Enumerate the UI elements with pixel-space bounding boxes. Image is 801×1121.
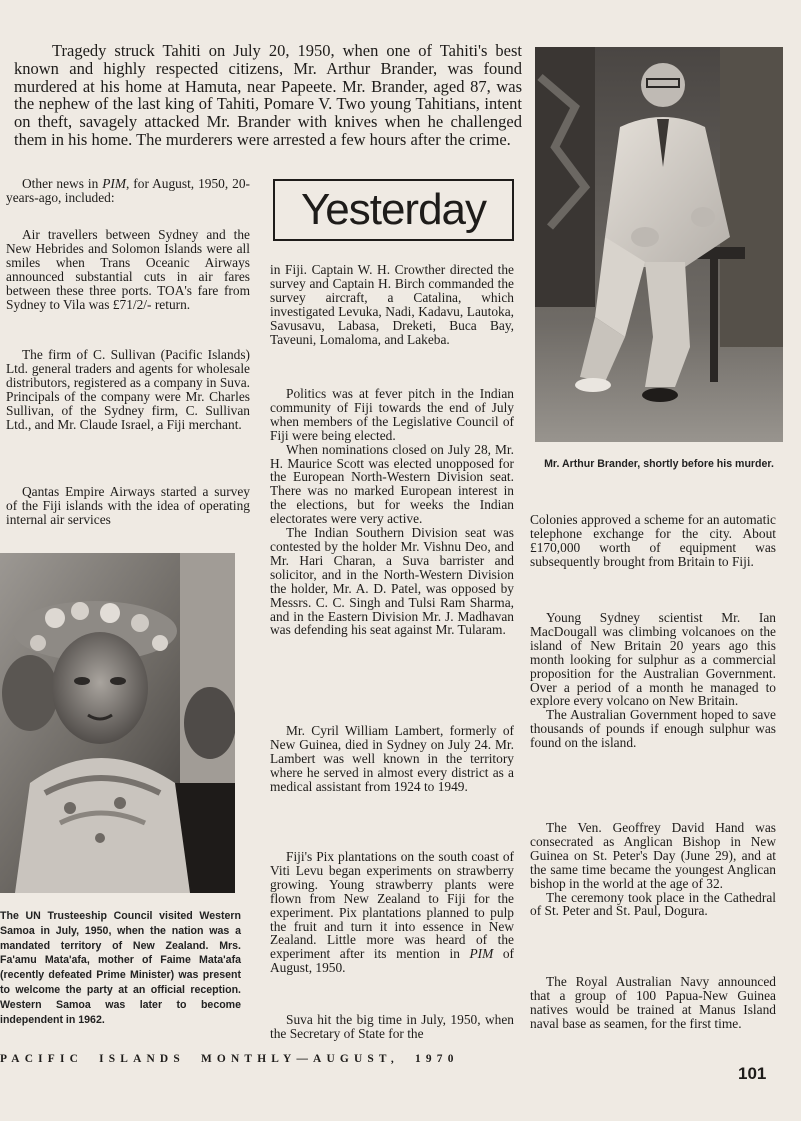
col2-lambert: Mr. Cyril William Lambert, formerly of New Guinea, died in Sydney on July 24. Mr. Lambert was well known in the territory where he served in almost every district as a medical assistant from 1924 to 1949. <box>270 723 514 794</box>
samoa-photo <box>0 553 235 893</box>
col3-colonies: Colonies approved a scheme for an automatic telephone exchange for the city. About £170,000 worth of equipment was subsequently brought from Britain to Fiji. <box>530 512 776 569</box>
col2-politics: Politics was at fever pitch in the Indian community of Fiji towards the end of July when members of the Legislative Council of Fiji were being elected. When nominations closed on July 28, Mr. H. Maurice Scott was elected unopposed for the European North-Western Division seat. There was no marked European interest in the elections, but for weeks the Indian electorates were very active. The Indian Southern Division seat was contested by the holder Mr. Vishnu Deo, and Mr. Hari Charan, a Suva barrister and solicitor, and in the North-Western Division the holder, Mr. A. D. Patel, was opposed by Messrs. C. C. Singh and Tulsi Ram Sharma, and in the Eastern Division Mr. J. Madhavan was defending his seat against Mr. Tularam. <box>270 386 514 638</box>
col1-sullivan: The firm of C. Sullivan (Pacific Islands) Ltd. general traders and agents for wholesale distributors, registered as a company in Suva. Principals of the company were Mr. Charles Sullivan, of the Sydney firm, C. Sullivan Ltd., and Mr. Claude Israel, a Fiji merchant. <box>6 347 250 432</box>
col2-pix: Fiji's Pix plantations on the south coast of Viti Levu began experiments on strawberry growing. Young strawberry plants were flown from New Zealand to Fiji for the experiment. Pix plantations planned to pulp the fruit and turn it into essence in New Zealand. Little more was heard of the experiment after its mention in PIM of August, 1950. <box>270 849 514 976</box>
brander-photo <box>535 47 783 442</box>
samoa-photo-caption: The UN Trusteeship Council visited Western Samoa in July, 1950, when the nation was a mandated territory of New Zealand. Mrs. Fa'amu Mata'afa, mother of Faime Mata'afa (recently defeated Prime Minister) was present to welcome the party at an official reception. Western Samoa was later to become independent in 1962. <box>0 910 241 1026</box>
col2-survey: in Fiji. Captain W. H. Crowther directed the survey and Captain H. Birch commanded the survey aircraft, a Catalina, which investigated Levuka, Nadi, Kadavu, Lautoka, Savusavu, Labasa, Dreketi, Buca Bay, Taveuni, Lomaloma, and Lakeba. <box>270 262 514 347</box>
lead-paragraph <box>14 42 522 149</box>
col1-air-travel: Air travellers between Sydney and the New Hebrides and Solomon Islands were all smiles when Trans Oceanic Airways announced substantial cuts in air fares between these three ports. TOA's fare from Sydney to Vila was £71/2/- return. <box>6 227 250 312</box>
column-title: Yesterday <box>300 185 487 234</box>
col3-navy: The Royal Australian Navy announced that a group of 100 Papua-New Guinea natives would be trained at Manus Island naval base as seamen, for the first time. <box>530 974 776 1031</box>
col1-qantas: Qantas Empire Airways started a survey of the Fiji islands with the idea of operating internal air services <box>6 484 250 527</box>
col3-bishop-hand: The Ven. Geoffrey David Hand was consecrated as Anglican Bishop in New Guinea on St. Peter's Day (June 29), and at the same time became the youngest Anglican bishop in the world at the age of 32. The ceremony took place in the Cathedral of St. Peter and St. Paul, Dogura. <box>530 820 776 919</box>
col1-intro: Other news in PIM, for August, 1950, 20-years-ago, included: <box>6 176 250 205</box>
col2-suva: Suva hit the big time in July, 1950, when the Secretary of State for the <box>270 1012 514 1041</box>
brander-photo-caption: Mr. Arthur Brander, shortly before his murder. <box>544 458 774 470</box>
lead-text: Tragedy struck Tahiti on July 20, 1950, when one of Tahiti's best known and highly respected citizens, Mr. Arthur Brander, was found murdered at his home at Hamuta, near Papeete. Mr. Brander, aged 87, was the nephew of the last king of Tahiti, Pomare V. Two young Tahitians, intent on theft, savagely attacked Mr. Brander with knives when he challenged them in his home. The murderers were arrested a few hours after the crime. <box>14 41 522 149</box>
running-footer: PACIFIC ISLANDS MONTHLY—AUGUST, 1970 <box>0 1053 459 1065</box>
column-title-box <box>273 179 514 241</box>
page-number: 101 <box>738 1064 767 1083</box>
col3-sydney-scientist: Young Sydney scientist Mr. Ian MacDougall was climbing volcanoes on the island of New Britain 20 years ago this month looking for sulphur as a commercial proposition for the Australian Government. Over a period of a month he managed to explore every volcano on New Britain. The Australian Government hoped to save thousands of pounds if enough sulphur was found on the island. <box>530 610 776 751</box>
